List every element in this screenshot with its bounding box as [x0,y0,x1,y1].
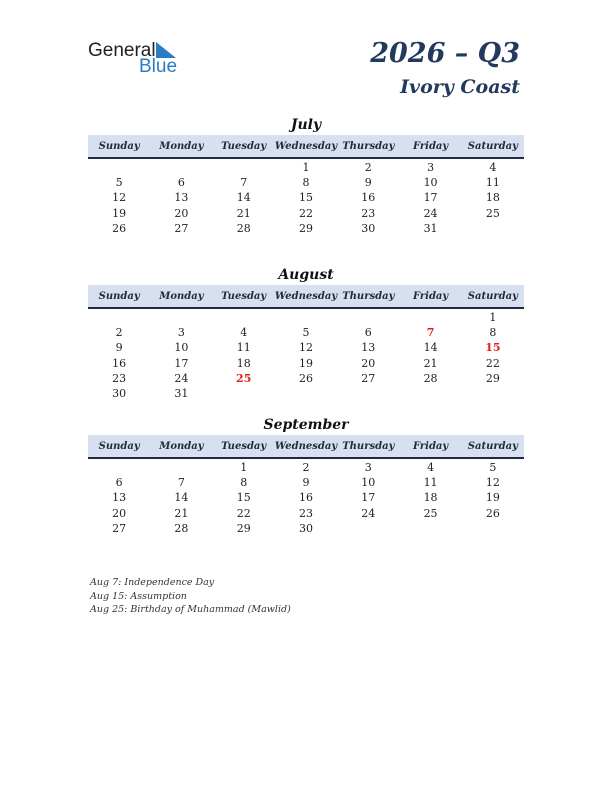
weekday-label: Sunday [98,290,140,302]
day-grid [88,310,524,401]
day-cell: 28 [174,521,189,535]
day-cell: 20 [112,506,127,520]
empty-day-cell [88,460,150,475]
month-title: July [290,117,322,133]
weekday-header [88,435,524,459]
day-cell: 18 [485,191,500,205]
day-cell: 18 [423,491,438,505]
day-cell: 14 [236,191,251,205]
day-cell: 6 [177,176,185,190]
weekday-label: Thursday [342,290,395,302]
day-cell: 24 [174,371,189,385]
holiday-notes [90,576,291,617]
day-cell: 31 [423,221,438,235]
day-grid [88,460,524,536]
day-cell: 25 [423,506,438,520]
empty-day-cell [150,310,212,325]
day-cell: 24 [423,206,438,220]
month-title: September [263,417,349,433]
day-cell: 16 [298,491,313,505]
weekday-label: Saturday [467,440,518,452]
empty-day-cell [213,310,275,325]
day-cell: 22 [298,206,313,220]
empty-day-cell [88,310,150,325]
day-cell: 13 [361,341,376,355]
day-cell: 18 [236,356,251,370]
day-cell: 23 [298,506,313,520]
logo-word-general: General [88,40,156,61]
day-cell: 11 [485,176,500,190]
weekday-label: Wednesday [274,290,338,302]
empty-day-cell [462,521,524,536]
empty-day-cell [150,160,212,175]
day-cell: 5 [302,326,310,340]
weekday-label: Wednesday [274,440,338,452]
day-cell: 4 [489,161,497,174]
day-cell: 2 [115,326,123,340]
day-cell: 16 [112,356,127,370]
day-cell: 31 [174,386,189,400]
weekday-label: Thursday [342,440,395,452]
day-cell: 7 [177,476,185,490]
day-cell: 21 [423,356,438,370]
day-cell: 17 [361,491,376,505]
weekday-label: Wednesday [274,140,338,152]
day-cell: 8 [240,476,248,490]
day-cell: 28 [423,371,438,385]
day-cell: 6 [364,326,372,340]
day-cell: 10 [174,341,189,355]
holiday-day-cell: 7 [426,326,435,340]
day-cell: 12 [298,341,313,355]
day-cell: 4 [240,326,248,340]
empty-day-cell [462,221,524,236]
weekday-label: Saturday [467,290,518,302]
day-cell: 17 [174,356,189,370]
day-cell: 9 [302,476,310,490]
day-cell: 12 [485,476,500,490]
empty-day-cell [399,386,461,401]
day-cell: 5 [489,461,497,474]
weekday-label: Tuesday [221,440,267,452]
empty-day-cell [275,310,337,325]
day-cell: 11 [423,476,438,490]
empty-day-cell [337,521,399,536]
empty-day-cell [399,310,461,325]
empty-day-cell [462,386,524,401]
holiday-day-cell: 25 [236,371,252,385]
day-cell: 10 [423,176,438,190]
day-cell: 17 [423,191,438,205]
day-cell: 29 [298,221,313,235]
day-cell: 10 [361,476,376,490]
day-cell: 29 [485,371,500,385]
month-september [88,416,524,536]
empty-day-cell [337,310,399,325]
empty-day-cell [150,460,212,475]
weekday-label: Tuesday [221,140,267,152]
day-cell: 22 [485,356,500,370]
empty-day-cell [88,160,150,175]
day-cell: 23 [361,206,376,220]
weekday-label: Sunday [98,440,140,452]
month-july [88,116,524,236]
day-cell: 23 [112,371,127,385]
day-cell: 4 [427,461,435,474]
day-cell: 24 [361,506,376,520]
day-cell: 8 [302,176,310,190]
day-cell: 26 [112,221,127,235]
day-cell: 22 [236,506,251,520]
day-cell: 20 [174,206,189,220]
weekday-label: Friday [412,290,449,302]
weekday-label: Saturday [467,140,518,152]
page-subtitle: Ivory Coast [400,76,520,98]
weekday-label: Sunday [98,140,140,152]
weekday-header [88,135,524,159]
day-cell: 15 [298,191,313,205]
day-cell: 29 [236,521,251,535]
weekday-label: Friday [412,440,449,452]
day-cell: 1 [302,161,310,174]
weekday-header [88,285,524,309]
day-cell: 20 [361,356,376,370]
day-cell: 26 [485,506,500,520]
empty-day-cell [337,386,399,401]
day-cell: 8 [489,326,497,340]
day-cell: 27 [174,221,189,235]
day-cell: 3 [364,461,372,474]
day-cell: 2 [364,161,372,174]
day-cell: 11 [236,341,251,355]
day-cell: 9 [115,341,123,355]
day-cell: 9 [364,176,372,190]
weekday-label: Monday [159,440,204,452]
day-cell: 1 [489,311,497,324]
weekday-label: Friday [412,140,449,152]
day-cell: 19 [485,491,500,505]
weekday-label: Thursday [342,140,395,152]
logo-word-blue: Blue [139,56,178,77]
day-cell: 30 [298,521,313,535]
weekday-label: Tuesday [221,290,267,302]
day-cell: 19 [112,206,127,220]
brand-logo [88,40,188,76]
day-cell: 27 [361,371,376,385]
month-title: August [278,267,334,283]
day-cell: 14 [174,491,189,505]
holiday-day-cell: 15 [485,341,501,355]
day-cell: 13 [112,491,127,505]
weekday-label: Monday [159,140,204,152]
day-cell: 3 [177,326,185,340]
day-cell: 15 [236,491,251,505]
month-august [88,266,524,401]
holiday-note: Aug 7: Independence Day [90,577,215,588]
day-grid [88,160,524,236]
day-cell: 14 [423,341,438,355]
day-cell: 6 [115,476,123,490]
day-cell: 7 [240,176,248,190]
day-cell: 5 [115,176,123,190]
empty-day-cell [213,386,275,401]
empty-day-cell [213,160,275,175]
day-cell: 13 [174,191,189,205]
day-cell: 12 [112,191,127,205]
day-cell: 16 [361,191,376,205]
day-cell: 1 [240,461,248,474]
day-cell: 26 [298,371,313,385]
page-title: 2026 – Q3 [370,38,520,69]
day-cell: 2 [302,461,310,474]
empty-day-cell [275,386,337,401]
day-cell: 30 [361,221,376,235]
day-cell: 19 [298,356,313,370]
day-cell: 25 [485,206,500,220]
empty-day-cell [399,521,461,536]
day-cell: 21 [174,506,189,520]
day-cell: 27 [112,521,127,535]
day-cell: 21 [236,206,251,220]
day-cell: 28 [236,221,251,235]
day-cell: 30 [112,386,127,400]
day-cell: 3 [427,161,435,174]
holiday-note: Aug 15: Assumption [90,590,187,602]
holiday-note: Aug 25: Birthday of Muhammad (Mawlid) [90,604,291,616]
weekday-label: Monday [159,290,204,302]
